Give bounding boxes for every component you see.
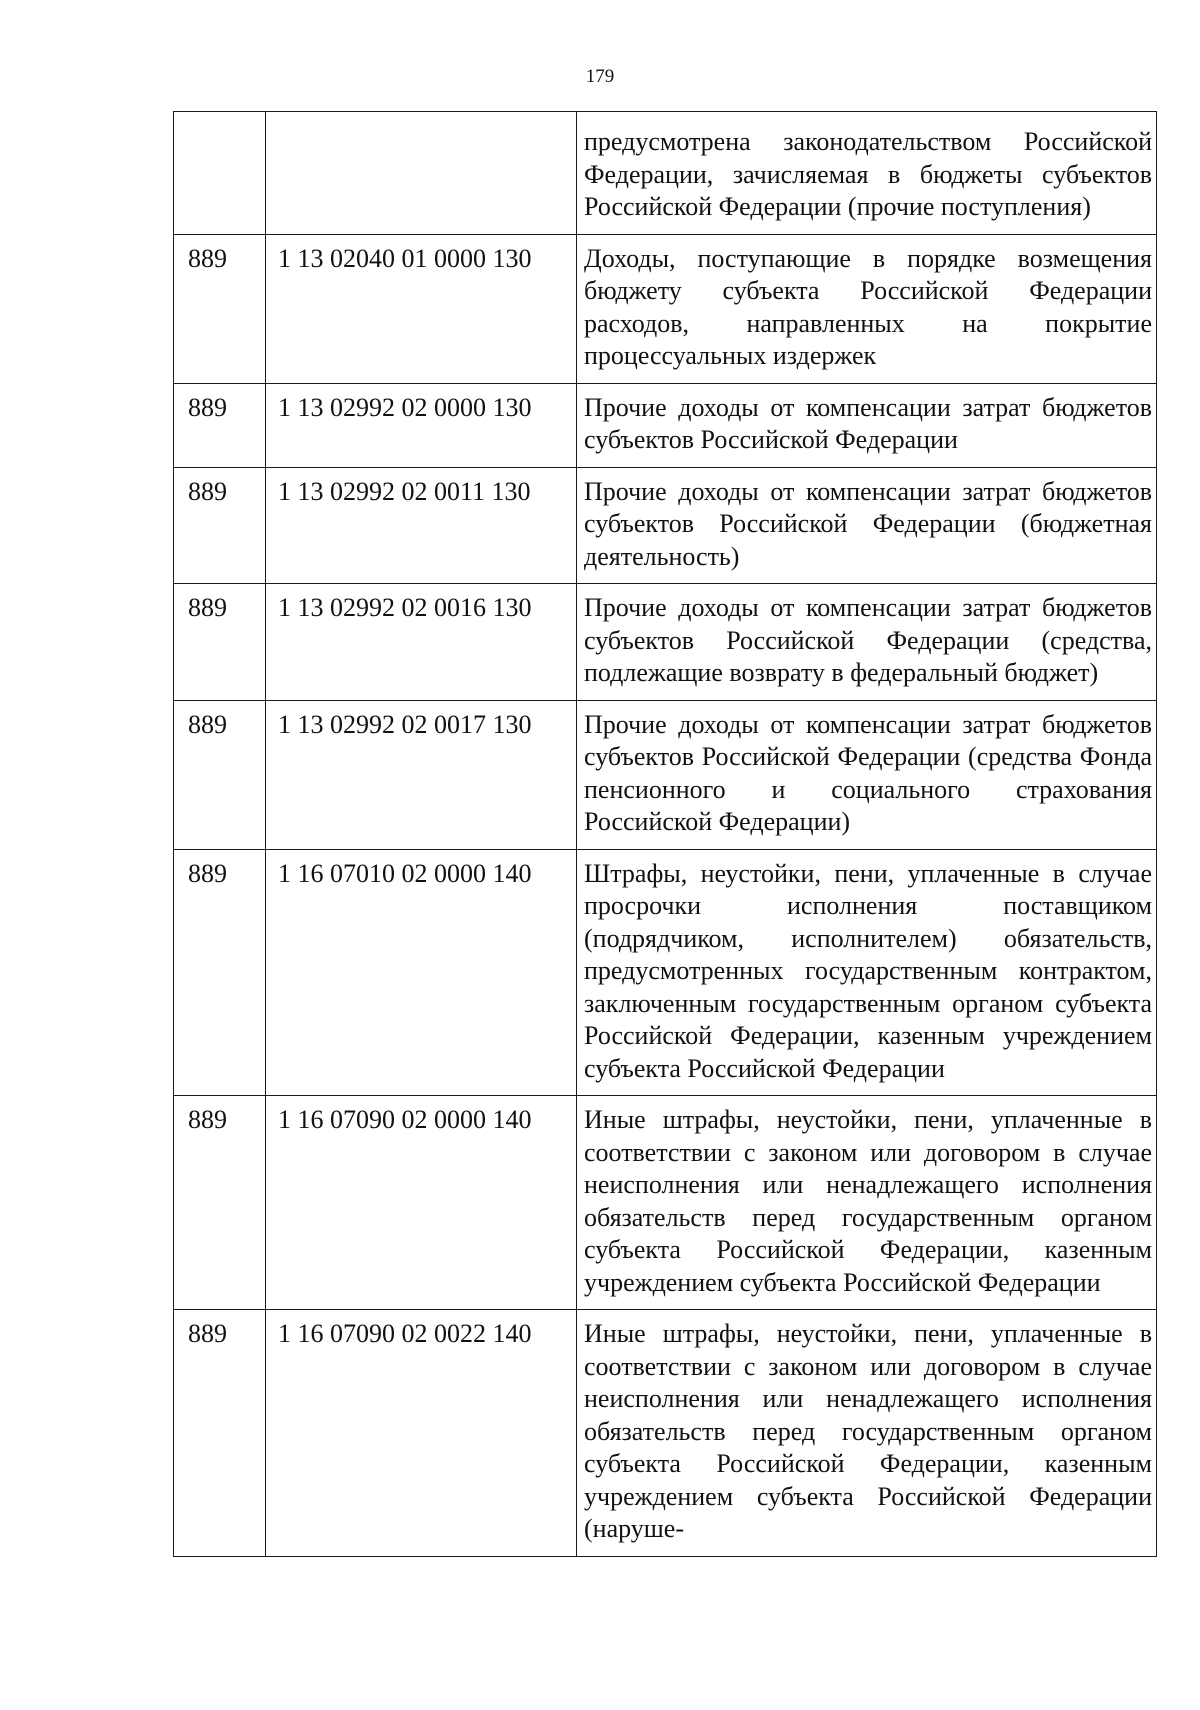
admin-code-cell	[174, 112, 266, 235]
admin-code-cell: 889	[174, 467, 266, 584]
admin-code-cell: 889	[174, 700, 266, 849]
income-name-cell: Иные штрафы, неустойки, пени, уплаченные в соответствии с законом или договором в случае неисполнения или ненадлежащего исполнения обязательств перед государственным органом субъекта Российской Федерации, казенным учреждением субъекта Российской Федерации (наруше-	[577, 1310, 1157, 1557]
table-row	[174, 1310, 1157, 1557]
table-row	[174, 383, 1157, 467]
admin-code-cell: 889	[174, 849, 266, 1096]
income-name-cell: Доходы, поступающие в порядке возмещения бюджету субъекта Российской Федерации расходов, направленных на покрытие процессуальных издержек	[577, 234, 1157, 383]
page-number: 179	[585, 66, 615, 87]
budget-code-cell: 1 16 07090 02 0000 140	[266, 1096, 577, 1310]
income-name-cell: предусмотрена законодательством Российской Федерации, зачисляемая в бюджеты субъектов Российской Федерации (прочие поступления)	[577, 112, 1157, 235]
budget-codes-table	[173, 111, 1157, 1557]
budget-code-cell: 1 13 02040 01 0000 130	[266, 234, 577, 383]
table-row	[174, 234, 1157, 383]
budget-code-cell: 1 16 07090 02 0022 140	[266, 1310, 577, 1557]
budget-code-cell: 1 13 02992 02 0000 130	[266, 383, 577, 467]
income-name-cell: Прочие доходы от компенсации затрат бюджетов субъектов Российской Федерации (средства Фонда пенсионного и социального страхования Российской Федерации)	[577, 700, 1157, 849]
table-row	[174, 1096, 1157, 1310]
table-row	[174, 584, 1157, 701]
budget-code-cell: 1 16 07010 02 0000 140	[266, 849, 577, 1096]
income-name-cell: Прочие доходы от компенсации затрат бюджетов субъектов Российской Федерации (бюджетная деятельность)	[577, 467, 1157, 584]
income-name-cell: Прочие доходы от компенсации затрат бюджетов субъектов Российской Федерации (средства, подлежащие возврату в федеральный бюджет)	[577, 584, 1157, 701]
income-name-cell: Штрафы, неустойки, пени, уплаченные в случае просрочки исполнения поставщиком (подрядчиком, исполнителем) обязательств, предусмотренных государственным контрактом, заключенным государственным органом субъекта Российской Федерации, казенным учреждением субъекта Российской Федерации	[577, 849, 1157, 1096]
admin-code-cell: 889	[174, 234, 266, 383]
table-body	[174, 112, 1157, 1557]
income-name-cell: Прочие доходы от компенсации затрат бюджетов субъектов Российской Федерации	[577, 383, 1157, 467]
income-name-cell: Иные штрафы, неустойки, пени, уплаченные в соответствии с законом или договором в случае неисполнения или ненадлежащего исполнения обязательств перед государственным органом субъекта Российской Федерации, казенным учреждением субъекта Российской Федерации	[577, 1096, 1157, 1310]
table-row	[174, 112, 1157, 235]
budget-code-cell: 1 13 02992 02 0011 130	[266, 467, 577, 584]
budget-code-cell: 1 13 02992 02 0016 130	[266, 584, 577, 701]
table-row	[174, 849, 1157, 1096]
table-row	[174, 700, 1157, 849]
admin-code-cell: 889	[174, 584, 266, 701]
admin-code-cell: 889	[174, 1096, 266, 1310]
table-row	[174, 467, 1157, 584]
budget-code-cell	[266, 112, 577, 235]
admin-code-cell: 889	[174, 383, 266, 467]
admin-code-cell: 889	[174, 1310, 266, 1557]
budget-code-cell: 1 13 02992 02 0017 130	[266, 700, 577, 849]
